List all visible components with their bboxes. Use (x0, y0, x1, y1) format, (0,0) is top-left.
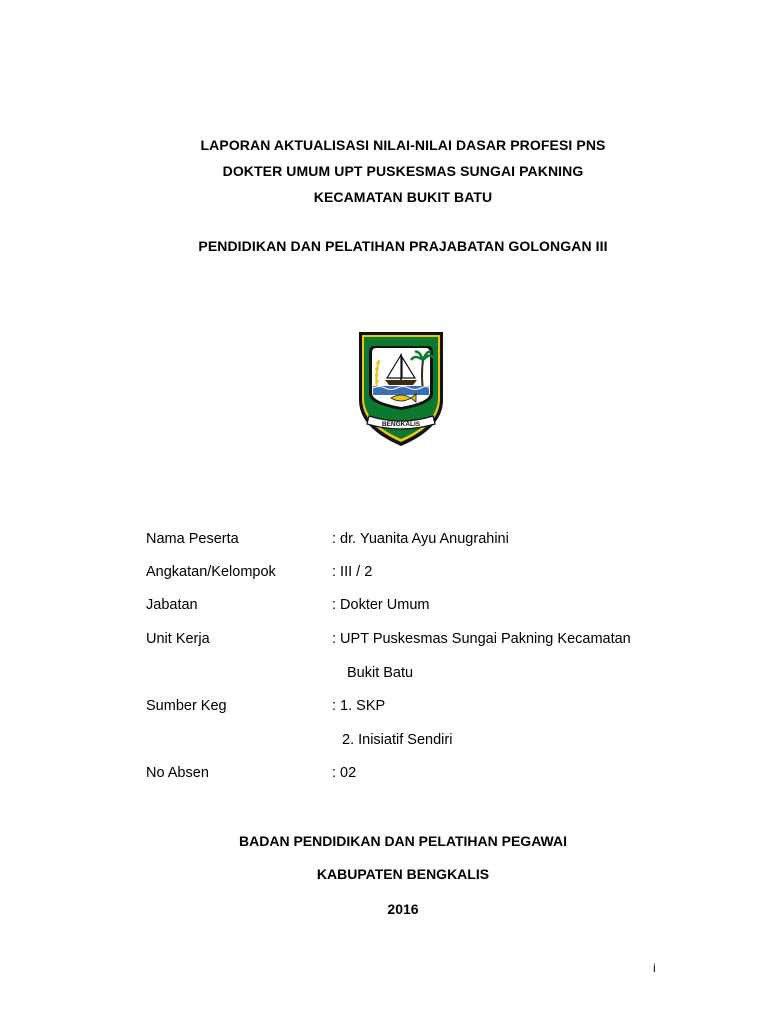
field-label-sumber-keg: Sumber Keg (146, 698, 227, 714)
training-title: PENDIDIKAN DAN PELATIHAN PRAJABATAN GOLONGAN III (198, 238, 608, 254)
field-label-no-absen: No Absen (146, 765, 209, 781)
svg-text:BENGKALIS: BENGKALIS (381, 421, 421, 428)
regency-name: KABUPATEN BENGKALIS (316, 866, 490, 882)
report-title-line-3: KECAMATAN BUKIT BATU (313, 189, 493, 205)
page-number: i (653, 961, 656, 975)
field-value-unit-kerja: : UPT Puskesmas Sungai Pakning Kecamatan (332, 631, 631, 647)
field-value-jabatan: : Dokter Umum (332, 597, 430, 613)
bengkalis-regency-emblem-icon (357, 330, 445, 448)
report-year: 2016 (387, 901, 419, 917)
field-label-unit-kerja: Unit Kerja (146, 631, 210, 647)
field-value-angkatan-kelompok: : III / 2 (332, 564, 373, 580)
field-value-no-absen: : 02 (332, 765, 357, 781)
field-value-nama-peserta: : dr. Yuanita Ayu Anugrahini (332, 531, 509, 547)
institution-name: BADAN PENDIDIKAN DAN PELATIHAN PEGAWAI (239, 833, 567, 849)
field-value-unit-kerja-continued: Bukit Batu (347, 665, 414, 681)
field-value-sumber-keg-continued: 2. Inisiatif Sendiri (342, 732, 453, 748)
report-title-line-1: LAPORAN AKTUALISASI NILAI-NILAI DASAR PROFESI PNS (200, 137, 606, 153)
field-value-sumber-keg: : 1. SKP (332, 698, 386, 714)
field-label-nama-peserta: Nama Peserta (146, 531, 239, 547)
field-label-angkatan-kelompok: Angkatan/Kelompok (146, 564, 276, 580)
report-title-line-2: DOKTER UMUM UPT PUSKESMAS SUNGAI PAKNING (222, 163, 584, 179)
field-label-jabatan: Jabatan (146, 597, 198, 613)
